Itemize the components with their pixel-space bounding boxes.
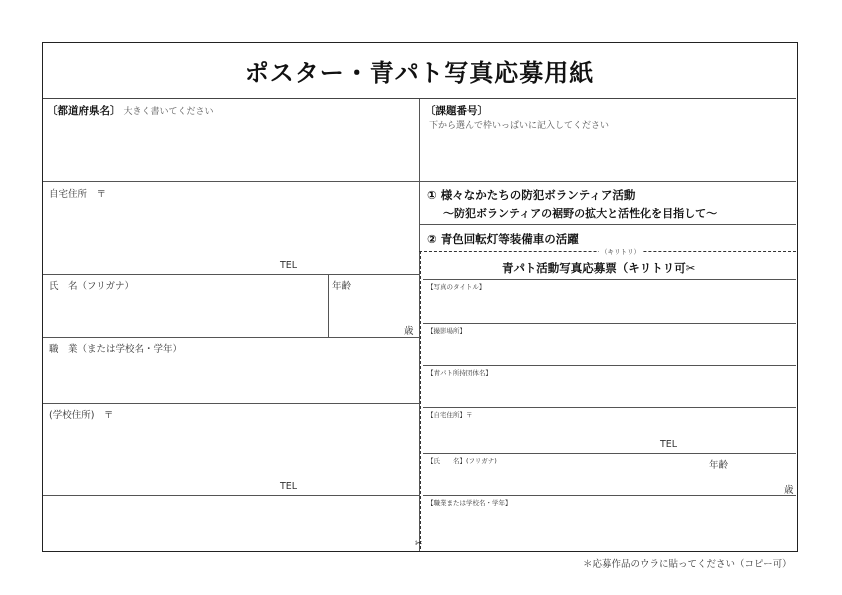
prefecture-hint: 大きく書いてください (123, 107, 214, 117)
age-divider (328, 274, 329, 337)
topic-hint: 下から選んで枠いっぱいに記入してください (429, 121, 610, 131)
home-tel-label: TEL (280, 260, 298, 271)
left-divider-2 (43, 274, 419, 275)
school-address-label: (学校住所) 〒 (49, 410, 114, 421)
slip-title (502, 260, 695, 276)
name-label: 氏 名（フリガナ） (49, 281, 135, 292)
theme-1: ① 様々なかたちの防犯ボランティア活動 (427, 188, 636, 202)
scissor-icon: ✂ (415, 539, 423, 549)
theme-1-subtitle: 〜防犯ボランティアの裾野の拡大と活性化を目指して〜 (443, 207, 718, 220)
slip-divider-3 (423, 365, 796, 366)
scissor-inline-icon: ✂ (685, 261, 696, 275)
theme-2: ② 青色回転灯等装備車の活躍 (427, 232, 579, 246)
prefecture-field[interactable] (47, 103, 214, 118)
age-unit: 歳 (404, 326, 414, 337)
slip-divider-4 (423, 407, 796, 408)
location-label: 【撮影場所】 (427, 327, 466, 335)
slip-age-label: 年齢 (709, 460, 729, 471)
application-form (42, 42, 798, 552)
slip-divider-1 (423, 279, 796, 280)
slip-name-label: 【氏 名】(フリガナ) (427, 457, 497, 465)
slip-divider-6 (423, 495, 796, 496)
cut-line-vertical (420, 251, 421, 549)
left-divider-1 (43, 181, 419, 182)
footnote: ＊応募作品のウラに貼ってください（コピー可） (583, 559, 792, 570)
cut-mark-label: （キリトリ） (601, 248, 640, 256)
occupation-label: 職 業（または学校名・学年） (49, 344, 183, 355)
slip-divider-2 (423, 323, 796, 324)
slip-occupation-label: 【職業または学校名・学年】 (427, 499, 512, 507)
form-title: ポスター・青パト写真応募用紙 (43, 43, 796, 99)
photo-title-label: 【写真のタイトル】 (427, 283, 486, 291)
slip-home-address-label: 【自宅住所】〒 (427, 411, 473, 419)
topic-field[interactable] (425, 103, 488, 118)
topic-label: 〔課題番号〕 (425, 105, 488, 117)
school-tel-label: TEL (280, 481, 298, 492)
right-divider-1 (419, 181, 796, 182)
slip-age-unit: 歳 (784, 485, 794, 496)
left-divider-4 (43, 403, 419, 404)
left-divider-5 (43, 495, 419, 496)
age-label: 年齢 (332, 281, 352, 292)
home-address-label: 自宅住所 〒 (49, 189, 107, 200)
center-divider (419, 99, 420, 251)
slip-title-text: 青パト活動写真応募票（キリトリ可 (502, 261, 686, 275)
right-divider-2 (419, 224, 796, 225)
slip-tel-label: TEL (660, 439, 678, 450)
prefecture-label: 〔都道府県名〕 (47, 105, 121, 117)
left-divider-3 (43, 337, 419, 338)
slip-divider-5 (423, 453, 796, 454)
group-label: 【青パト所持団体名】 (427, 369, 492, 377)
